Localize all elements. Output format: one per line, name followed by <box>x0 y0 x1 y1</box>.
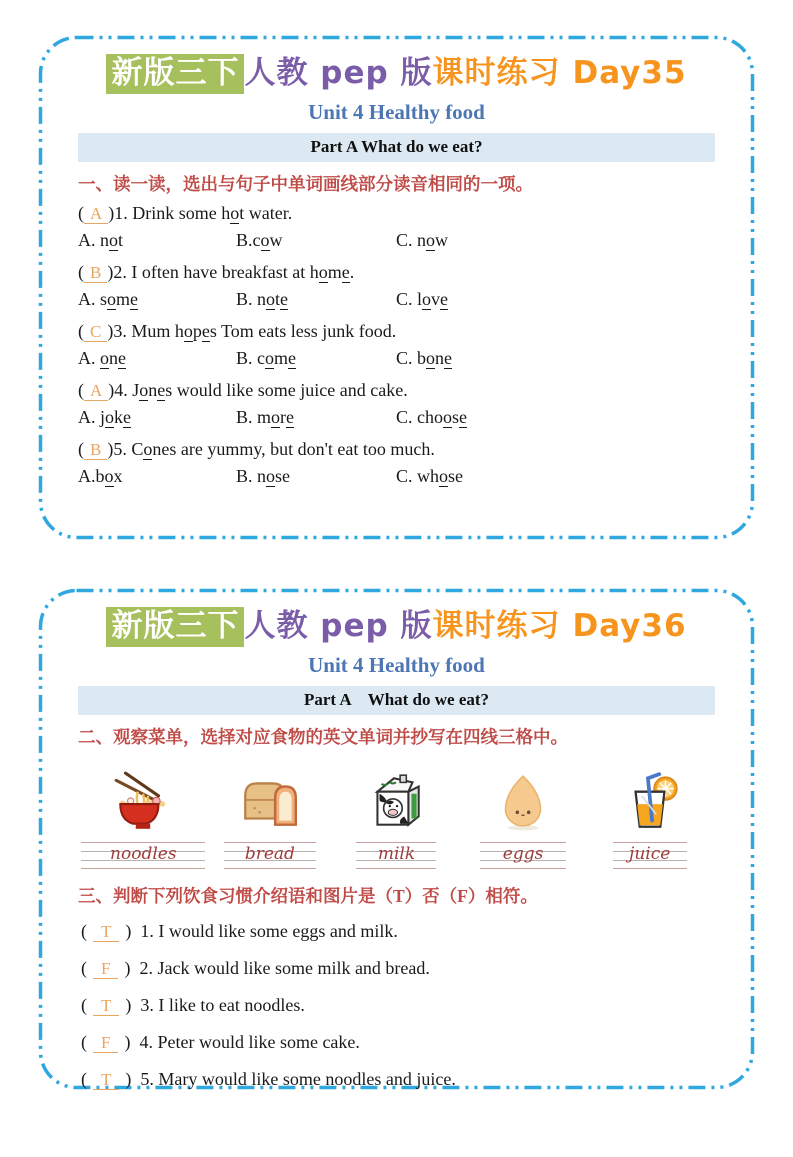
type-label: 课时练习 <box>432 608 561 644</box>
question-options <box>78 288 715 311</box>
option-b: B. come <box>236 348 297 368</box>
question-stem <box>78 438 715 461</box>
worksheet-title <box>78 53 715 93</box>
paren-open: ( <box>78 439 84 459</box>
option-c: C. whose <box>396 466 464 486</box>
section1-heading: 一、读一读，选出与句子中单词画线部分读音相同的一项。 <box>78 174 533 194</box>
writing-grid <box>613 842 687 869</box>
option-c: C. now <box>396 230 449 250</box>
statement-text: 3. I like to eat noodles. <box>140 995 305 1015</box>
question-text: 3. Mum hopes Tom eats less junk food. <box>113 321 397 341</box>
option-a: A. some <box>78 289 139 309</box>
question-5 <box>78 438 715 488</box>
question-options <box>78 406 715 429</box>
question-4 <box>78 379 715 429</box>
statement-text: 4. Peter would like some cake. <box>139 1032 360 1052</box>
statement-3 <box>78 994 715 1017</box>
handwritten-word: noodles <box>110 844 177 864</box>
handwritten-word: bread <box>244 844 295 864</box>
part-heading: Part A What do we eat? <box>78 133 715 162</box>
menu-items <box>78 761 715 869</box>
answer-blank: T <box>93 996 119 1016</box>
section2-heading: 二、观察菜单，选择对应食物的英文单词并抄写在四线三格中。 <box>78 727 568 747</box>
statement-text: 1. I would like some eggs and milk. <box>140 921 398 941</box>
question-3 <box>78 320 715 370</box>
part-heading: Part A What do we eat? <box>78 686 715 715</box>
handwritten-word: juice <box>629 844 671 864</box>
question-stem <box>78 320 715 343</box>
answer-blank: T <box>93 922 119 942</box>
paren-close: ) <box>108 203 115 223</box>
noodles-icon <box>110 761 176 835</box>
worksheet-title <box>78 606 715 646</box>
question-text: 4. Jones would like some juice and cake. <box>114 380 408 400</box>
question-2 <box>78 261 715 311</box>
paren-open: ( <box>78 380 84 400</box>
type-label: 课时练习 <box>432 55 561 91</box>
paren-open: ( <box>81 1032 87 1052</box>
statement-1 <box>78 920 715 943</box>
paren-close: ) <box>107 262 114 282</box>
question-text: 1. Drink some hot water. <box>114 203 293 223</box>
writing-grid <box>356 842 436 869</box>
paren-close: ) <box>107 321 114 341</box>
worksheet-day35 <box>38 35 755 540</box>
answer-blank: F <box>93 1033 118 1053</box>
day-label: Day36 <box>572 608 687 644</box>
option-a: A. one <box>78 348 126 368</box>
answer-blank: B <box>84 263 107 283</box>
unit-title: Unit 4 Healthy food <box>308 100 485 124</box>
menu-item-juice <box>586 761 713 869</box>
statement-2 <box>78 957 715 980</box>
paren-close: ) <box>125 995 132 1015</box>
menu-item-bread <box>207 761 334 869</box>
option-c: C. love <box>396 289 449 309</box>
statement-5 <box>78 1068 715 1090</box>
paren-close: ) <box>124 1032 131 1052</box>
question-1 <box>78 202 715 252</box>
menu-item-eggs <box>460 761 587 869</box>
question-options <box>78 347 715 370</box>
paren-close: ) <box>125 921 132 941</box>
answer-blank: C <box>84 322 107 342</box>
option-c: C. bone <box>396 348 453 368</box>
panel1-content <box>38 35 755 488</box>
option-a: A. joke <box>78 407 131 427</box>
answer-blank: B <box>84 440 107 460</box>
section3-heading: 三、判断下列饮食习惯介绍语和图片是（T）否（F）相符。 <box>78 886 538 906</box>
option-b: B. note <box>236 289 289 309</box>
answer-blank: A <box>84 204 108 224</box>
answer-blank: F <box>93 959 118 979</box>
option-b: B.cow <box>236 230 283 250</box>
answer-blank: T <box>93 1070 119 1090</box>
handwritten-word: eggs <box>502 844 544 864</box>
juice-icon <box>617 761 683 835</box>
option-b: B. more <box>236 407 295 427</box>
paren-open: ( <box>78 203 84 223</box>
eggs-icon <box>490 761 556 835</box>
paren-close: ) <box>108 380 115 400</box>
paren-close: ) <box>125 1069 132 1089</box>
option-b: B. nose <box>236 466 291 486</box>
question-stem <box>78 261 715 284</box>
paren-open: ( <box>81 958 87 978</box>
question-options <box>78 465 715 488</box>
paren-open: ( <box>81 921 87 941</box>
menu-item-noodles <box>80 761 207 869</box>
statement-text: 5. Mary would like some noodles and juice. <box>140 1069 456 1089</box>
worksheet-day36 <box>38 588 755 1090</box>
question-options <box>78 229 715 252</box>
option-a: A.box <box>78 466 123 486</box>
writing-grid <box>81 842 205 869</box>
writing-grid <box>224 842 316 869</box>
statement-text: 2. Jack would like some milk and bread. <box>139 958 430 978</box>
menu-item-milk <box>333 761 460 869</box>
question-stem <box>78 379 715 402</box>
option-a: A. not <box>78 230 124 250</box>
paren-open: ( <box>81 1069 87 1089</box>
paren-open: ( <box>78 321 84 341</box>
panel2-content <box>38 588 755 1090</box>
option-c: C. choose <box>396 407 468 427</box>
statement-4 <box>78 1031 715 1054</box>
bread-icon <box>237 761 303 835</box>
paren-close: ) <box>124 958 131 978</box>
paren-close: ) <box>107 439 114 459</box>
question-stem <box>78 202 715 225</box>
question-text: 5. Cones are yummy, but don't eat too much. <box>113 439 435 459</box>
series-label: 人教 pep 版 <box>244 608 433 644</box>
question-text: 2. I often have breakfast at home. <box>113 262 355 282</box>
handwritten-word: milk <box>377 844 416 864</box>
milk-icon <box>363 761 429 835</box>
writing-grid <box>480 842 566 869</box>
day-label: Day35 <box>572 55 687 91</box>
series-label: 人教 pep 版 <box>244 55 433 91</box>
unit-title: Unit 4 Healthy food <box>308 653 485 677</box>
paren-open: ( <box>81 995 87 1015</box>
edition-badge: 新版三下 <box>106 607 244 647</box>
paren-open: ( <box>78 262 84 282</box>
edition-badge: 新版三下 <box>106 54 244 94</box>
answer-blank: A <box>84 381 108 401</box>
